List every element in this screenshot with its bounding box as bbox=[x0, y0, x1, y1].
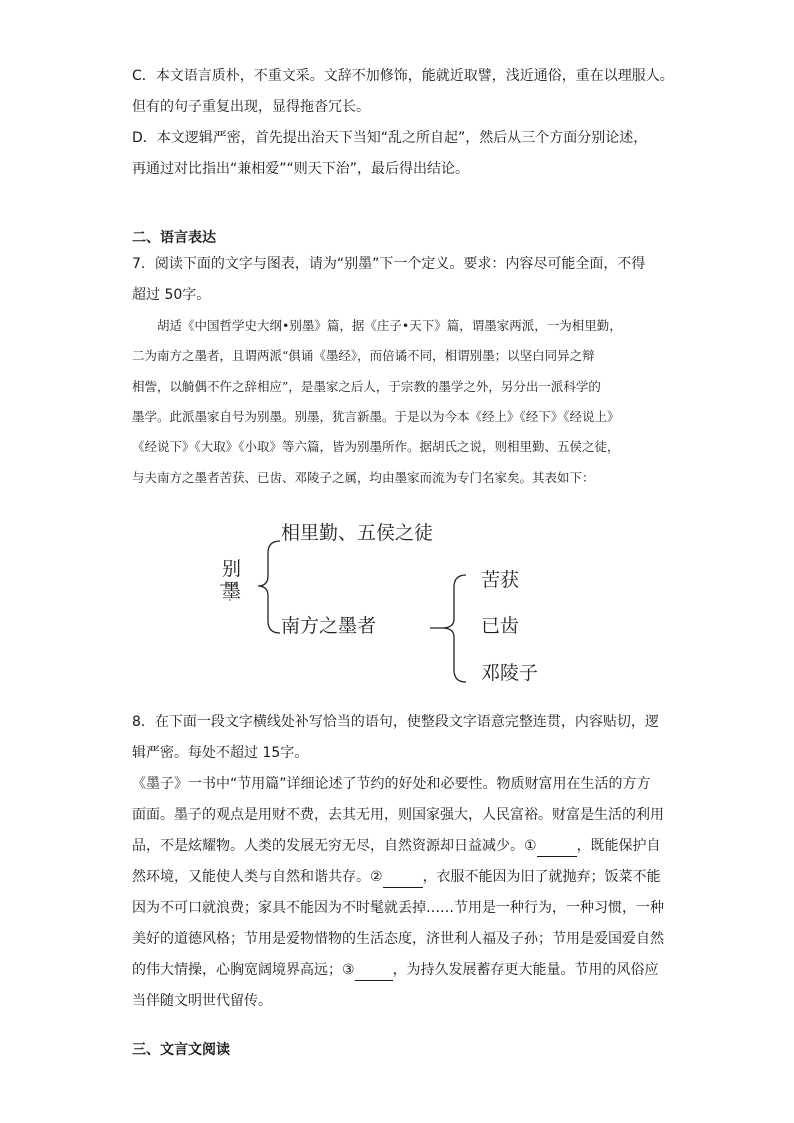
q8-passage-line: 面面。墨子的观点是用财不费，去其无用，则国家强大，人民富裕。财富是生活的利用 bbox=[132, 807, 664, 823]
option-c-line-2: 但有的句子重复出现，显得拖沓冗长。 bbox=[132, 99, 370, 115]
blank-3[interactable] bbox=[355, 960, 393, 981]
q8-text: 的伟大情操，心胸宽阔境界高远； bbox=[132, 962, 342, 978]
q8-text: 然环境，又能使人类与自然和谐共存。 bbox=[132, 869, 370, 885]
diagram-sub-2: 已齿 bbox=[481, 615, 520, 637]
q8-passage-line bbox=[132, 867, 661, 888]
sub-bracket bbox=[430, 575, 466, 682]
q8-text: ，为持久发展蓄存更大能量。节用的风俗应 bbox=[392, 962, 659, 978]
option-d-line-1: D．本文逻辑严密，首先提出治天下当知“乱之所自起”，然后从三个方面分别论述， bbox=[132, 130, 648, 146]
blank-1[interactable] bbox=[537, 836, 577, 857]
q8-text: ，既能保护自 bbox=[576, 838, 661, 854]
passage-line: 《经说下》《大取》《小取》等六篇，皆为别墨所作。据胡氏之说，则相里勤、五侯之徒， bbox=[132, 439, 620, 454]
blank-marker-3: ③ bbox=[342, 962, 355, 978]
diagram-sub-1: 苦获 bbox=[481, 569, 520, 591]
root-bracket bbox=[258, 541, 280, 633]
q8-text: 品，不是炫耀物。人类的发展无穷无尽，自然资源却日益减少。 bbox=[132, 838, 524, 854]
q8-passage-line: 当伴随文明世代留传。 bbox=[132, 993, 272, 1009]
diagram-root-label: 别墨 bbox=[222, 558, 242, 602]
diagram-sub-3: 邓陵子 bbox=[481, 662, 539, 684]
passage-line: 墨学。此派墨家自号为别墨。别墨，犹言新墨。于是以为今本《经上》《经下》《经说上》 bbox=[132, 409, 620, 424]
blank-2[interactable] bbox=[383, 867, 423, 888]
blank-marker-1: ① bbox=[524, 838, 537, 854]
section-heading-classical: 三、文言文阅读 bbox=[132, 1042, 230, 1058]
q8-text: ，衣服不能因为旧了就抛弃；饭菜不能 bbox=[422, 869, 661, 885]
question-8-line-2: 辑严密。每处不超过 15字。 bbox=[132, 745, 309, 761]
q8-passage-line: 美好的道德风格；节用是爱物惜物的生活态度，济世利人福及子孙；节用是爱国爱自然 bbox=[132, 931, 664, 947]
question-7-line-2: 超过 50字。 bbox=[132, 287, 211, 303]
passage-line: 二为南方之墨者，且谓两派“俱诵《墨经》，而倍谲不同，相谓别墨；以坚白同异之辩 bbox=[132, 348, 595, 363]
q8-passage-line: 《墨子》一书中“节用篇”详细论述了节约的好处和必要性。物质财富用在生活的方方 bbox=[132, 776, 651, 792]
diagram-branch-2: 南方之墨者 bbox=[281, 615, 377, 637]
question-8-line-1: 8．在下面一段文字横线处补写恰当的语句，使整段文字语意完整连贯，内容贴切，逻 bbox=[132, 714, 659, 730]
blank-marker-2: ② bbox=[370, 869, 383, 885]
option-c-line-1: C．本文语言质朴，不重文采。文辞不加修饰，能就近取譬，浅近通俗，重在以理服人。 bbox=[132, 68, 674, 84]
passage-line: 相訾，以觭偶不仵之辞相应”，是墨家之后人，于宗教的墨学之外，另分出一派科学的 bbox=[132, 379, 601, 394]
passage-line: 胡适《中国哲学史大纲•别墨》篇，据《庄子•天下》篇，谓墨家两派，一为相里勤， bbox=[132, 318, 622, 333]
section-heading-language: 二、语言表达 bbox=[132, 230, 216, 246]
passage-line: 与夫南方之墨者苦获、已齿、邓陵子之属，均由墨家而流为专门名家矣。其表如下： bbox=[132, 470, 595, 485]
q8-passage-line bbox=[132, 960, 659, 981]
question-7-line-1: 7．阅读下面的文字与图表，请为“别墨”下一个定义。要求：内容尽可能全面，不得 bbox=[132, 256, 646, 272]
q8-passage-line bbox=[132, 836, 661, 857]
diagram-branch-1: 相里勤、五侯之徒 bbox=[281, 522, 434, 544]
q8-passage-line: 因为不可口就浪费；家具不能因为不时髦就丢掉……节用是一种行为，一种习惯，一种 bbox=[132, 900, 664, 916]
option-d-line-2: 再通过对比指出“兼相爱”“则天下治”，最后得出结论。 bbox=[132, 161, 470, 177]
